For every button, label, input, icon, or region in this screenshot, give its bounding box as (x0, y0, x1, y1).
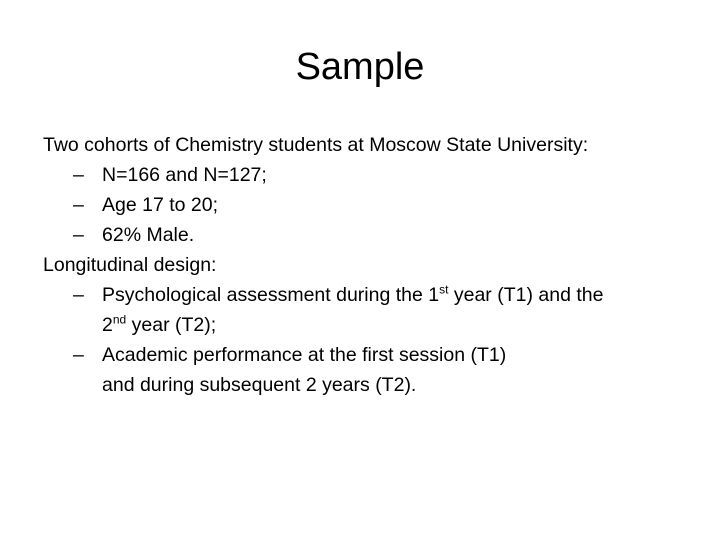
bullet-academic-performance (43, 340, 693, 370)
ordinal-superscript: nd (112, 312, 127, 327)
dash-bullet: – (73, 194, 84, 216)
slide-title: Sample (295, 46, 425, 88)
design-text: Longitudinal design: (43, 254, 217, 276)
slide-body (43, 130, 693, 400)
bullet-sample-sizes (43, 160, 693, 190)
bullet-text: Age 17 to 20; (102, 194, 219, 216)
bullet-text: 62% Male. (102, 224, 195, 246)
bullet-age-range (43, 190, 693, 220)
bullet-text: Academic performance at the first session (T1) (102, 344, 507, 366)
bullet-text-part: year (T2); (126, 314, 217, 336)
bullet-text: N=166 and N=127; (102, 164, 267, 186)
bullet-text-part: year (T1) and the (448, 284, 604, 306)
cohorts-text: Two cohorts of Chemistry students at Moscow State University: (43, 134, 589, 156)
bullet-gender (43, 220, 693, 250)
bullet-academic-performance-continued: and during subsequent 2 years (T2). (102, 374, 417, 396)
bullet-text-part: Psychological assessment during the 1 (102, 284, 440, 306)
bullet-text-part: 2 (102, 314, 113, 336)
dash-bullet: – (73, 224, 84, 246)
dash-bullet: – (73, 164, 84, 186)
bullet-psych-assessment (43, 280, 693, 310)
bullet-psych-assessment-continued (43, 310, 693, 340)
dash-bullet: – (73, 284, 84, 306)
dash-bullet: – (73, 344, 84, 366)
ordinal-superscript: st (439, 282, 449, 297)
